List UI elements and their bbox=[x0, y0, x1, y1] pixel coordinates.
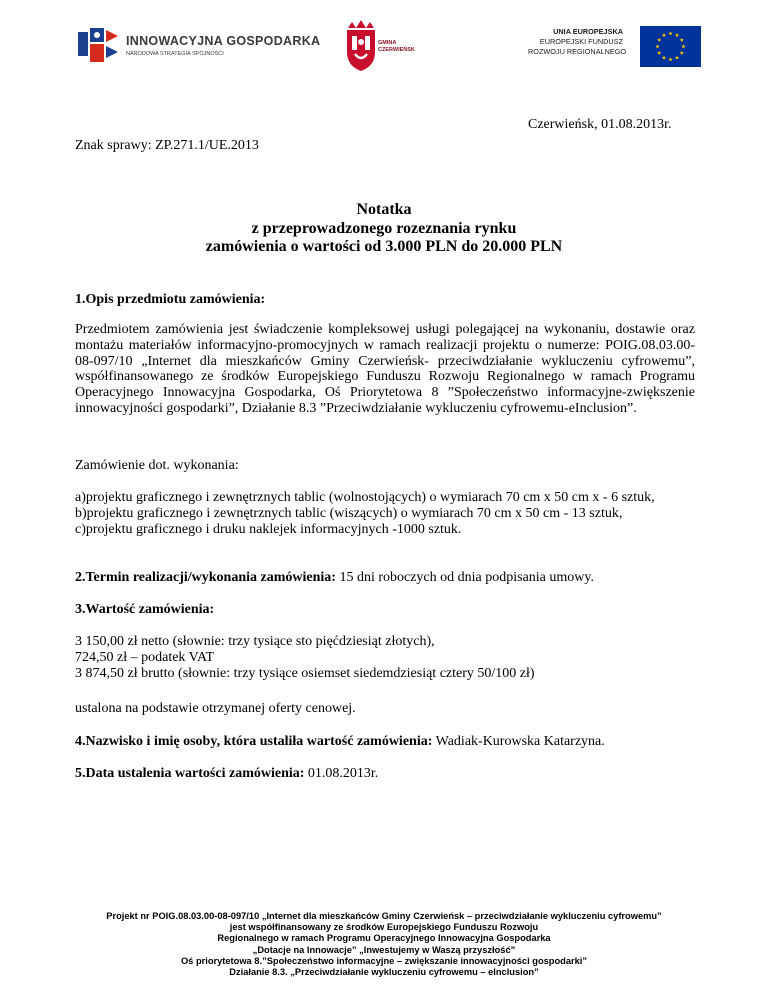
footer-line5: Oś priorytetowa 8.”Społeczeństwo informacyjne – zwiększanie innowacyjności gospodarki” bbox=[180, 955, 588, 966]
section1-items bbox=[75, 490, 695, 537]
section3-values bbox=[75, 634, 695, 681]
gmina-logo-line1: GMINA bbox=[378, 40, 397, 46]
case-number: Znak sprawy: ZP.271.1/UE.2013 bbox=[75, 138, 259, 153]
footer-line1: Projekt nr POIG.08.03.00-08-097/10 „Internet dla mieszkańców Gminy Czerwieńsk – przeciwdziałanie wykluczeniu cyfrowemu” bbox=[106, 911, 662, 921]
section1-heading: 1.Opis przedmiotu zamówienia: bbox=[75, 292, 266, 307]
innowacyjna-gospodarka-emblem-icon bbox=[76, 26, 120, 66]
ig-logo-subtitle: NARODOWA STRATEGIA SPÓJNOŚCI bbox=[126, 51, 224, 57]
section1-body: Przedmiotem zamówienia jest świadczenie kompleksowej usługi polegającej na wykonaniu, dostawie oraz montażu materiałów informacyjno-promocyjnych w ramach realizacji projektu o numerze: POIG.08.03.00-08-097/10 „Internet dla mieszkańców Gminy Czerwieńsk- przeciwdziałanie wykluczeniu cyfrowemu”, współfinansowanego ze środków Europejskiego Funduszu Rozwoju Regionalnego w ramach Programu Operacyjnego Innowacyjna Gospodarka, Oś Priorytetowa 8 ”Społeczeństwo informacyjne-zwiększenie innowacyjności gospodarki”, Działanie 8.3 ”Przeciwdziałanie wykluczeniu cyfrowemu-eInclusion”. bbox=[75, 322, 695, 416]
value-line: 3 150,00 zł netto (słownie: trzy tysiące sto pięćdziesiąt złotych), bbox=[75, 634, 435, 649]
section3-heading: 3.Wartość zamówienia: bbox=[75, 602, 215, 617]
section4 bbox=[75, 734, 605, 750]
section1-scope-intro: Zamówienie dot. wykonania: bbox=[75, 458, 239, 473]
place-date: Czerwieńsk, 01.08.2013r. bbox=[528, 117, 672, 132]
section2-value: 15 dni roboczych od dnia podpisania umowy. bbox=[335, 570, 594, 585]
footer-line6: Działanie 8.3. „Przeciwdziałanie wykluczeniu cyfrowemu – eInclusion” bbox=[229, 967, 539, 978]
eu-logo bbox=[528, 26, 723, 68]
footer-line2: jest współfinansowany ze środków Europejskiego Funduszu Rozwoju bbox=[229, 922, 539, 933]
innowacyjna-gospodarka-logo bbox=[76, 26, 321, 66]
section5-value: 01.08.2013r. bbox=[304, 766, 379, 781]
section3-basis: ustalona na podstawie otrzymanej oferty cenowej. bbox=[75, 701, 356, 716]
title-line1: Notatka bbox=[356, 201, 412, 218]
title-line2: z przeprowadzonego rozeznania rynku bbox=[251, 219, 517, 237]
ig-logo-title: INNOWACYJNA GOSPODARKA bbox=[126, 34, 321, 48]
value-line: 3 874,50 zł brutto (słownie: trzy tysiące osiemset siedemdziesiąt cztery 50/100 zł) bbox=[75, 665, 535, 681]
section4-value: Wadiak-Kurowska Katarzyna. bbox=[432, 734, 605, 749]
title-line3: zamówienia o wartości od 3.000 PLN do 20.000 PLN bbox=[205, 238, 563, 255]
list-item: a)projektu graficznego i zewnętrznych tablic (wolnostojących) o wymiarach 70 cm x 50 cm x - 6 sztuk, bbox=[75, 490, 655, 505]
list-item: c)projektu graficznego i druku naklejek informacyjnych -1000 sztuk. bbox=[75, 521, 462, 537]
footer-line4: „Dotacje na Innowacje” „Inwestujemy w Waszą przyszłość” bbox=[252, 944, 516, 955]
footer-line3: Regionalnego w ramach Programu Operacyjnego Innowacyjna Gospodarka bbox=[217, 933, 551, 944]
eu-logo-line1: UNIA EUROPEJSKA bbox=[553, 27, 623, 36]
document-title bbox=[0, 201, 768, 257]
eu-flag-icon bbox=[640, 26, 701, 67]
value-line: 724,50 zł – podatek VAT bbox=[75, 649, 215, 665]
footer bbox=[0, 911, 768, 978]
list-item: b)projektu graficznego i zewnętrznych tablic (wiszących) o wymiarach 70 cm x 50 cm - 13 sztuk, bbox=[75, 505, 623, 521]
gmina-coat-of-arms-icon bbox=[344, 18, 378, 72]
section2-heading: 2.Termin realizacji/wykonania zamówienia: bbox=[75, 570, 336, 585]
gmina-logo-text bbox=[378, 40, 415, 54]
eu-logo-line2: EUROPEJSKI FUNDUSZ bbox=[539, 37, 623, 46]
gmina-logo-line2: CZERWIEŃSK bbox=[378, 47, 415, 53]
section5-heading: 5.Data ustalenia wartości zamówienia: bbox=[75, 766, 305, 781]
eu-logo-line3: ROZWOJU REGIONALNEGO bbox=[528, 47, 627, 56]
eu-logo-text bbox=[528, 27, 627, 57]
section5 bbox=[75, 766, 378, 782]
section2 bbox=[75, 570, 594, 586]
gmina-czerwiensk-logo bbox=[344, 18, 434, 74]
section4-heading: 4.Nazwisko i imię osoby, która ustaliła wartość zamówienia: bbox=[75, 734, 433, 749]
